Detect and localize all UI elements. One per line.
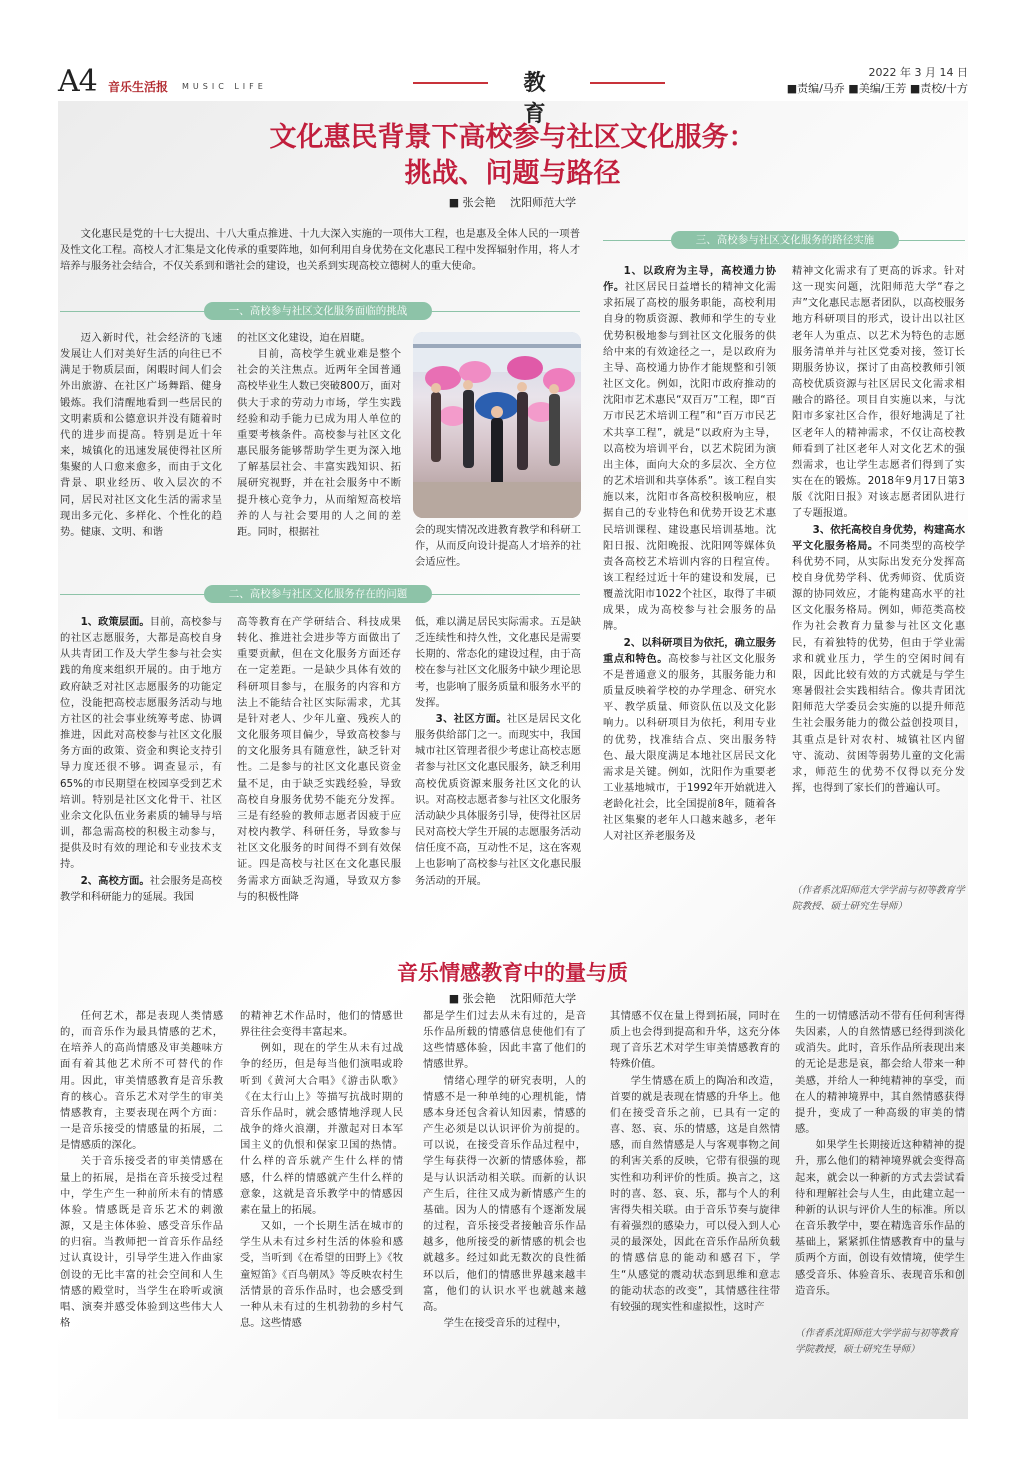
masthead	[58, 60, 968, 127]
section2-column3: 低，难以满足居民实际需求。五是缺乏连续性和持久性，文化惠民是需要长期的、常态化的建设过程，由于高校在参与社区文化服务中缺少理论思考，也影响了服务质量和服务水平的发挥。 3、社区方面。社区是居民文化服务供给部门之一。而现实中，我国城市社区管理者很少考虑让高校志愿者参与社区文化惠民服务，缺乏利用高校优质资源来服务社区文化的认识。对高校志愿者参与社区文化服务活动缺少具体服务引导，使得社区居民对高校大学生开展的志愿服务活动信任度不高，互动性不足，这在客观上也影响了高校参与社区文化惠民服务活动的开展。	[415, 616, 581, 887]
article1-photo	[413, 332, 581, 518]
section2-heading: 二、高校参与社区文化服务存在的问题	[204, 585, 432, 603]
fan-shape	[507, 356, 543, 380]
section3-column1: 1、以政府为主导，高校通力协作。社区居民日益增长的精神文化需求拓展了高校的服务职能，高校利用自身的物质资源、教师和学生的专业优势积极地参与到社区文化服务的供给中来的有效途径之一，是以政府为主导、高校通力协作才能规整和引领社区文化。例如，沈阳市政府推动的沈阳市艺术惠民“双百万”工程，即“百万市民艺术培训工程”和“百万市民艺术共享工程”，就是“以政府为主导，以高校为培训平台，以艺术院团为演出主体，面向大众的多层次、全方位的艺术培训和共享体系”。该工程自实施以来，沈阳市各高校积极响应，根据自己的专业特色和优势开设艺术惠民培训课程、建设惠民培训基地。沈阳日报、沈阳晚报、沈阳网等媒体负责各高校艺术培训内容的日程宣传。该工程经过近十年的建设和发展，已覆盖沈阳市1022个社区，取得了丰硕成果，成为高校参与社会服务的品牌。 2、以科研项目为依托，确立服务重点和特色。高校参与社区文化服务不是普通意义的服务，其服务能力和质量反映着学校的办学理念、研究水平、教学质量、师资队伍以及文化影响力。以科研项目为依托，利用专业的优势，找准结合点、突出服务特色、最大限度满足本地社区居民文化需求是关键。例如，沈阳作为重要老工业基地城市，于1992年开始就进入老龄化社会，比全国提前8年，随着各社区集聚的老年人口越来越多，老年人对社区养老服务及	[603, 265, 776, 843]
dancer-head	[549, 384, 559, 394]
section1-heading: 一、高校参与社区文化服务面临的挑战	[204, 302, 432, 320]
section1-column3: 会的现实情况改进教育教学和科研工作，从而反向设计提高人才培养的社会适应性。	[415, 524, 581, 569]
section-rule-left	[413, 82, 488, 84]
dancer-head	[491, 406, 503, 418]
section1-column2: 的社区文化建设，迫在眉睫。 目前，高校学生就业难是整个社会的关注焦点。近两年全国普通高校毕业生人数已突破800万，面对供大于求的劳动力市场，学生实践经验和动手能力已成为用人单位的重要考核条件。高校参与社区文化惠民服务能够帮助学生更为深入地了解基层社会、丰富实践知识、拓展研究视野，并在社会服务中不断提升核心竞争力，从而缩短高校培养的人与社会要用的人之间的差距。同时，根据社	[237, 332, 401, 538]
article2-title: 音乐情感教育中的量与质	[397, 961, 628, 985]
issue-date: 2022 年 3 月 14 日	[868, 66, 968, 79]
section3-column2: 精神文化需求有了更高的诉求。针对这一现实问题，沈阳师范大学“春之声”文化惠民志愿者团队，以高校服务地方科研项目的形式，设计出以社区老年人为重点、以艺术为特色的志愿服务清单并与社区党委对接，签订长期服务协议，探讨了由高校教师引领高校优质资源与社区居民文化需求相融合的路径。项目自实施以来，与沈阳市多家社区合作，很好地满足了社区老年人的精神需求，不仅让高校教师看到了社区老年人对文化艺术的强烈需求，也让学生志愿者们得到了实实在在的锻炼。2018年9月17日第3版《沈阳日报》对该志愿者团队进行了专题报道。 3、依托高校自身优势，构建高水平文化服务格局。不同类型的高校学科优势不同，从实际出发充分发挥高校自身优势学科、优秀师资、优质资源的协同效应，才能构建高水平的社区文化服务格局。例如，师范类高校作为社会教育力量参与社区文化惠民，有着独特的优势，但由于学业需求和就业压力，学生的空闲时间有限，因此比较有效的方式就是与学生寒暑假社会实践相结合。像共青团沈阳师范大学委员会实施的以提升师范生社会服务能力的微公益创投项目，其重点是针对农村、城镇社区内留守、流动、贫困等弱势儿童的文化需求，师范生的优势不仅得以充分发挥，也得到了家长们的普遍认可。	[792, 265, 965, 794]
paper-name: 音乐生活报	[108, 80, 169, 94]
section-title: 教 育	[523, 70, 558, 127]
fan-shape	[459, 361, 491, 383]
paper-english-name: MUSIC LIFE	[182, 82, 267, 91]
dancer-head	[517, 382, 527, 392]
section-rule-right	[590, 82, 665, 84]
dancer-figure	[463, 390, 474, 468]
fan-shape	[439, 406, 467, 426]
section1-column1: 迈入新时代，社会经济的飞速发展让人们对美好生活的向往已不满足于物质层面，闲暇时间人们会外出旅游、在社区广场舞蹈、健身锻炼。我们清醒地看到一些居民的文明素质和公德意识并没有随着时代的进步而提高。特别是近十年来，城镇化的迅速发展使得社区所集聚的人口愈来愈多，而由于文化背景、职业经历、收入层次的不同，居民对社区文化生活的需求呈现出多元化、多样化、个性化的趋势。健康、文明、和谐	[60, 332, 222, 538]
article2-author-note: （作者系沈阳师范大学学前与初等教育学院教授，硕士研究生导师）	[795, 1328, 959, 1355]
section2-column1: 1、政策层面。目前，高校参与的社区志愿服务，大都是高校自身从共青团工作及大学生参与社会实践的角度来组织开展的。由于地方政府缺乏对社区志愿服务的功能定位，没能把高校志愿服务活动与地方社区的社会事业统筹考虑、协调推进，因此对高校参与社区文化服务方面的政策、资金和舆论支持引导力度还很不够。调查显示，有65%的市民期望在校园享受到艺术培训。特别是社区文化骨干、社区业余文化队伍业务素质的辅导与培训，都急需高校的积极主动参与，提供及时有效的理论和专业技术支持。 2、高校方面。社会服务是高校教学和科研能力的延展。我国	[60, 616, 222, 903]
article2-column5: 生的一切情感活动不带有任何利害得失因素，人的自然情感已经得到淡化或消失。此时，音乐作品所表现出来的无论是悲是哀，都会给人带来一种美感，并给人一种纯精神的享受，而在人的精神境界中，其自然情感获得提升，变成了一种高级的审美的情感。 如果学生长期接近这种精神的提升，那么他们的精神境界就会变得高起来，就会以一种新的方式去尝试看待和理解社会与人生，由此建立起一种新的认识与评价人生的标准。所以在音乐教学中，要在精选音乐作品的基础上，紧紧抓住情感教育中的量与质两个方面，创设有效情境，使学生感受音乐、体验音乐、表现音乐和创造音乐。	[795, 1010, 965, 1297]
section3-heading: 三、高校参与社区文化服务的路径实施	[671, 231, 899, 249]
page-number: A4	[58, 64, 97, 99]
article1-byline: ■ 张会艳 沈阳师范大学	[448, 196, 577, 209]
dancer-figure	[431, 392, 441, 462]
editors-line: ■责编/马乔 ■美编/王芳 ■责校/十方	[786, 82, 968, 95]
article2-column2: 的精神艺术作品时，他们的情感世界往往会变得丰富起来。 例如，现在的学生从未有过战争的经历，但是每当他们演唱或聆听到《黄河大合唱》《游击队歌》《在太行山上》等描写抗战时期的音乐作品时，就会感情地浮现人民战争的烽火浪潮，并激起对日本军国主义的仇恨和保家卫国的热情。什么样的音乐就产生什么样的情感，什么样的情感就产生什么样的意象，这就是音乐教学中的情感因素在量上的拓展。 又如，一个长期生活在城市的学生从未有过乡村生活的体验和感受，当听到《在希望的田野上》《牧童短笛》《百鸟朝凤》等反映农村生活情景的音乐作品时，也会感受到一种从未有过的生机勃勃的乡村气息。这些情感	[240, 1010, 403, 1329]
dancer-head	[463, 380, 473, 390]
article1-title-line2: 挑战、问题与路径	[404, 158, 621, 189]
article2-column1: 任何艺术，都是表现人类情感的，而音乐作为最具情感的艺术，在培养人的高尚情感及审美趣味方面有着其他艺术所不可替代的作用。因此，审美情感教育是音乐教育的核心。音乐艺术对学生的审美情感教育，主要表现在两个方面：一是音乐接受的情感量的拓展，二是情感质的深化。 关于音乐接受者的审美情感在量上的拓展，是指在音乐接受过程中，学生产生一种前所未有的情感体验。情感既是音乐艺术的刺激源，又是主体体验、感受音乐作品的归宿。当教师把一首音乐作品经过认真设计，引导学生进入作曲家创设的无比丰富的社会空间和人生情感的殿堂时，当学生在聆听或演唱、演奏并感受体验到这些伟大人格	[60, 1010, 223, 1329]
dancer-head	[431, 383, 441, 393]
dancer-figure	[491, 418, 503, 492]
article1-author-note: （作者系沈阳师范大学学前与初等教育学院教授、硕士研究生导师）	[792, 885, 965, 912]
dancer-figure	[517, 392, 528, 470]
article2-byline: ■ 张会艳 沈阳师范大学	[448, 992, 577, 1005]
photo-floor	[413, 482, 581, 518]
dancer-figure	[549, 394, 560, 466]
article1-intro: 文化惠民是党的十七大提出、十八大重点推进、十九大深入实施的一项伟大工程，也是惠及全体人民的一项普及性文化工程。高校人才汇集是文化传承的重要阵地，如何利用自身优势在文化惠民工程中发挥辐射作用，将人才培养与服务社会结合，不仅关系到和谐社会的建设，也关系到实现高校立德树人的重大使命。	[60, 228, 580, 273]
article2-column3: 都是学生们过去从未有过的，是音乐作品所载的情感信息使他们有了这些情感体验，因此丰富了他们的情感世界。 情绪心理学的研究表明，人的情感不是一种单纯的心理机能，情感本身还包含着认知因素，情感的产生必须是以认识评价为前提的。可以说，在接受音乐作品过程中，学生每获得一次新的情感体验，都是与认识活动相关联。而新的认识产生后，往往又成为新情感产生的基础。因为人的情感有个逐渐发展的过程，音乐接受者接触音乐作品越多，他所接受的新情感的机会也就越多。经过如此无数次的良性循环以后，他们的情感世界越来越丰富，他们的认识水平也就越来越高。 学生在接受音乐的过程中，	[423, 1010, 586, 1329]
article1-title-line1: 文化惠民背景下高校参与社区文化服务：	[269, 122, 756, 153]
section2-column2: 高等教育在产学研结合、科技成果转化、推进社会进步等方面做出了重要贡献，但在文化服务方面还存在一定差距。一是缺少具体有效的科研项目参与，在服务的内容和方法上不能结合社区实际需求，尤其是针对老人、少年儿童、残疾人的文化服务项目偏少，导致高校参与的文化服务具有随意性，缺乏针对性。二是参与的社区文化惠民资金量不足，由于缺乏实践经验，导致高校自身服务优势不能充分发挥。三是有经验的教师志愿者因疲于应对校内教学、科研任务，导致参与社区文化服务的时间得不到有效保证。四是高校与社区在文化惠民服务需求方面缺乏沟通，导致双方参与的积极性降	[237, 616, 401, 903]
fan-shape	[425, 366, 461, 390]
fan-shape	[543, 368, 575, 392]
article2-column4: 其情感不仅在量上得到拓展，同时在质上也会得到提高和升华，这充分体现了音乐艺术对学生审美情感教育的特殊价值。 学生情感在质上的陶冶和改造，首要的就是表现在情感的升华上。他们在接受音乐之前，已具有一定的喜、怒、哀、乐的情感，这是自然情感，而自然情感是人与客观事物之间的利害关系的反映，它带有很强的现实性和功利评价的性质。换言之，这时的喜、怒、哀、乐，都与个人的利害得失相关联。由于音乐节奏与旋律有着强烈的感染力，可以侵入到人心灵的最深处，因此在音乐作品所负载的情感信息的能动和感召下，学生“从感觉的震动状态到思维和意志的能动状态的改变”，其情感往往带有较强的现实性和虚拟性，这时产	[610, 1010, 780, 1313]
